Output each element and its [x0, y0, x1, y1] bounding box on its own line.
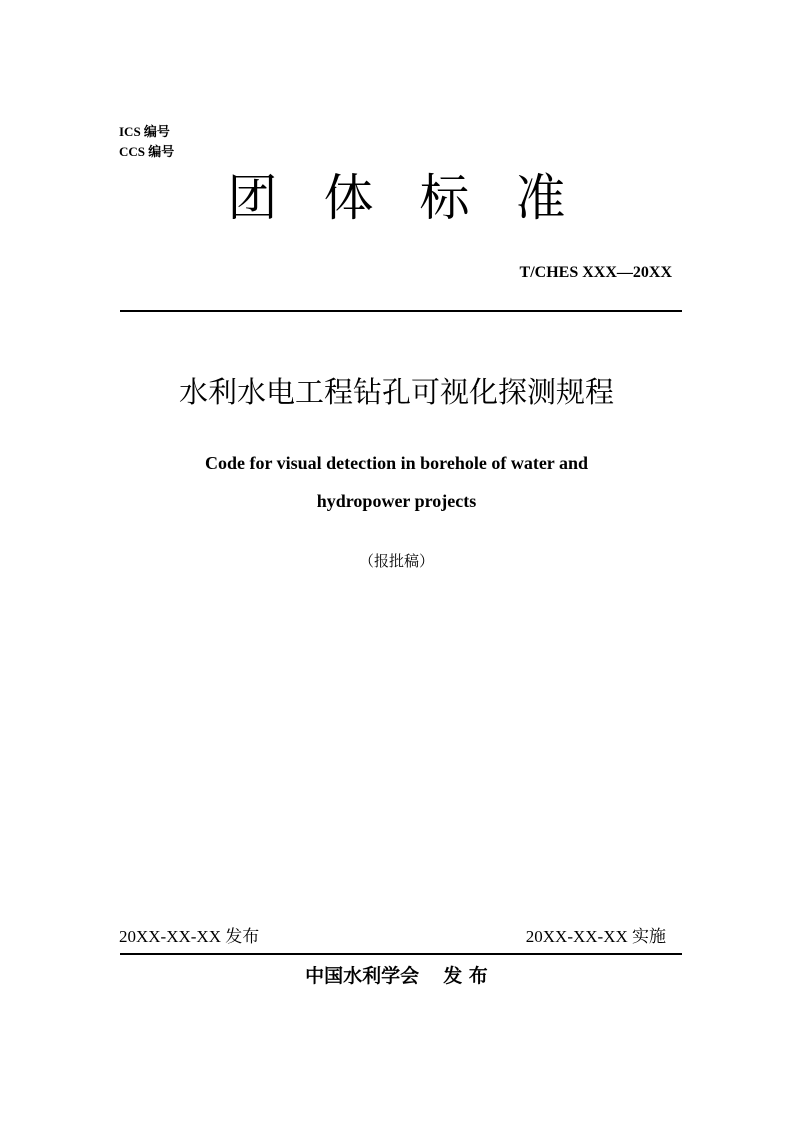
publisher-action: 发 布 — [443, 965, 488, 987]
bottom-divider — [120, 953, 682, 955]
publisher-name: 中国水利学会 — [305, 965, 420, 987]
publish-date: 20XX-XX-XX 发布 — [119, 927, 260, 946]
english-title-line-2: hydropower projects — [316, 491, 477, 511]
classification-codes — [119, 122, 174, 162]
implement-date: 20XX-XX-XX 实施 — [525, 927, 666, 946]
english-title-line-1: Code for visual detection in borehole of water and — [205, 453, 588, 473]
draft-status: （报批稿） — [358, 552, 434, 570]
standard-number: T/CHES XXX—20XX — [519, 264, 672, 281]
english-title — [0, 444, 793, 520]
top-divider — [120, 310, 682, 312]
ccs-code: CCS 编号 — [119, 144, 175, 159]
ics-code: ICS 编号 — [119, 124, 170, 139]
document-type-heading: 团体标准 — [227, 169, 612, 227]
publisher-line — [0, 962, 793, 990]
chinese-title: 水利水电工程钻孔可视化探测规程 — [178, 375, 614, 409]
